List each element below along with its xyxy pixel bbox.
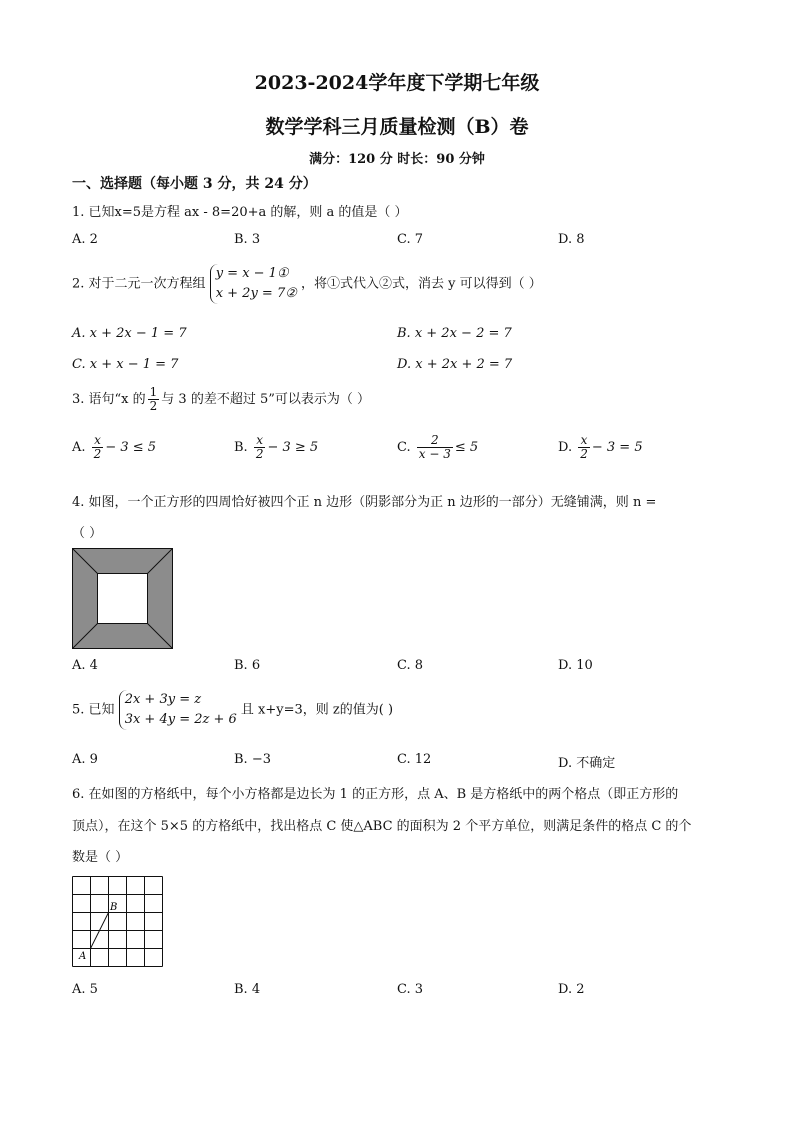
q4-tiling-figure (72, 548, 173, 649)
section-heading: 一、选择题（每小题 3 分，共 24 分） (72, 176, 317, 192)
q6-option-b: B. 4 (234, 982, 261, 997)
q1-option-c: C. 7 (397, 232, 424, 247)
q3-option-c: C. $\frac{2}{x - 3}$ ≤ 5 (397, 433, 479, 461)
q2-option-a: A. x + 2x − 1 = 7 (72, 326, 187, 341)
question-2 (72, 264, 542, 304)
q4-option-a: A. 4 (72, 658, 98, 673)
q4-option-d: D. 10 (558, 658, 593, 673)
page-subtitle: 数学学科三月质量检测（B）卷 (265, 116, 529, 138)
q5-suffix: 且 x+y=3，则 z的值为( ) (240, 702, 394, 718)
q2-equation-system (210, 264, 297, 304)
q4-inner-square (98, 574, 148, 624)
q5-option-d: D. 不确定 (558, 756, 616, 771)
question-5 (72, 690, 393, 730)
q1-option-a: A. 2 (72, 232, 98, 247)
q5-equation-system (119, 690, 237, 730)
question-3 (72, 386, 370, 413)
question-6-line2: 顶点），在这个 5×5 的方格纸中，找出格点 C 使△ABC 的面积为 2 个平方单位，则满足条件的格点 C 的个 (72, 819, 692, 834)
q4-option-b: B. 6 (234, 658, 261, 673)
question-6-line3: 数是（ ） (72, 850, 129, 865)
q6-option-a: A. 5 (72, 982, 98, 997)
q5-eq1: 2x + 3y = z (124, 692, 202, 707)
q3-option-d: D. $\frac{x}{2}$ − 3 = 5 (558, 433, 643, 461)
q5-option-a: A. 9 (72, 752, 98, 767)
q2-option-b: B. x + 2x − 2 = 7 (397, 326, 512, 341)
question-4-line2: （ ） (72, 526, 103, 541)
question-6-line1: 6. 在如图的方格纸中，每个小方格都是边长为 1 的正方形，点 A、B 是方格纸中的两个格点（即正方形的 (72, 787, 679, 802)
q5-option-c: C. 12 (397, 752, 432, 767)
q2-suffix: ，将①式代入②式，消去 y 可以得到（ ） (301, 276, 542, 292)
q6-option-d: D. 2 (558, 982, 585, 997)
page-title: 2023-2024学年度下学期七年级 (254, 72, 540, 94)
q3-text-after: 与 3 的差不超过 5”可以表示为（ ） (161, 392, 371, 407)
question-4-line1: 4. 如图，一个正方形的四周恰好被四个正 n 边形（阴影部分为正 n 边形的一部分）无缝铺满，则 n = (72, 495, 657, 510)
question-1-text: 1. 已知x=5是方程 ax - 8=20+a 的解，则 a 的值是（ ） (72, 205, 408, 220)
q3-text-before: 3. 语句“x 的 (72, 392, 146, 407)
q1-option-b: B. 3 (234, 232, 261, 247)
q6-grid-figure (72, 876, 164, 968)
q3-option-a: A. $\frac{x}{2}$ − 3 ≤ 5 (72, 433, 157, 461)
q1-option-d: D. 8 (558, 232, 585, 247)
q5-option-b: B. −3 (234, 752, 271, 767)
q5-eq2: 3x + 4y = 2z + 6 (124, 712, 237, 727)
q5-prefix: 5. 已知 (72, 702, 115, 718)
q2-option-d: D. x + 2x + 2 = 7 (397, 357, 513, 372)
q4-option-c: C. 8 (397, 658, 424, 673)
q2-option-c: C. x + x − 1 = 7 (72, 357, 179, 372)
q2-eq1: y = x − 1① (215, 266, 289, 281)
exam-meta: 满分：120 分 时长：90 分钟 (309, 152, 485, 167)
q6-label-b: B (110, 902, 118, 913)
q6-label-a: A (79, 951, 87, 962)
q3-fraction: $\frac{1}{2}$ (149, 385, 158, 413)
q2-prefix: 2. 对于二元一次方程组 (72, 276, 206, 292)
q6-option-c: C. 3 (397, 982, 424, 997)
q3-option-b: B. $\frac{x}{2}$ − 3 ≥ 5 (234, 433, 319, 461)
q2-eq2: x + 2y = 7② (215, 286, 297, 301)
